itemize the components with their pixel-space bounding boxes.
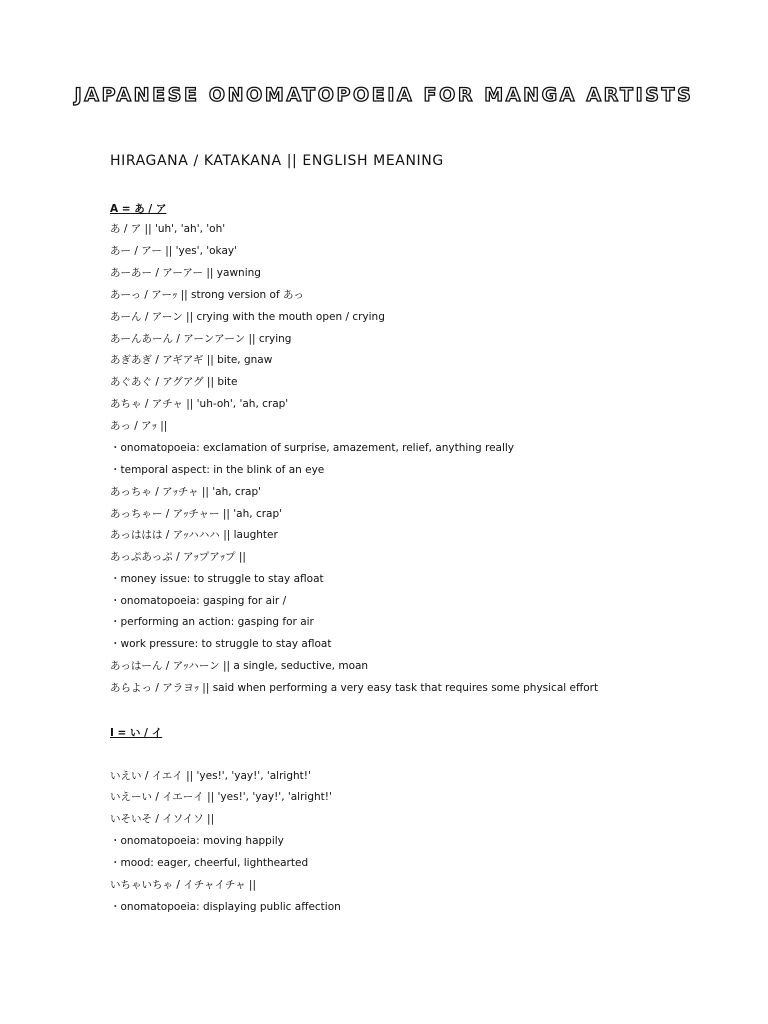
bullet-line: ・onomatopoeia: displaying public affection bbox=[110, 901, 341, 913]
bullet-line: ・mood: eager, cheerful, lighthearted bbox=[110, 857, 309, 869]
entry-line: あーん / アーン || crying with the mouth open / crying bbox=[110, 311, 385, 323]
entry-line: あっ / アｯ || bbox=[110, 420, 168, 432]
entry-line: あー / アー || 'yes', 'okay' bbox=[110, 245, 237, 257]
entry-line: いえーい / イエーイ || 'yes!', 'yay!', 'alright!' bbox=[110, 791, 332, 803]
entry-line: あーっ / アーｯ || strong version of あっ bbox=[110, 289, 304, 301]
entry-line: あぐあぐ / アグアグ || bite bbox=[110, 376, 238, 388]
entry-line: あ / ア || 'uh', 'ah', 'oh' bbox=[110, 223, 226, 235]
bullet-line: ・money issue: to struggle to stay afloat bbox=[110, 573, 324, 585]
entry-line: あっははは / アｯハハハ || laughter bbox=[110, 529, 278, 541]
bullet-line: ・work pressure: to struggle to stay afloat bbox=[110, 638, 332, 650]
entry-line: あっぷあっぷ / アｯプアｯプ || bbox=[110, 551, 246, 563]
entry-line: いえい / イエイ || 'yes!', 'yay!', 'alright!' bbox=[110, 770, 311, 782]
bullet-line: ・temporal aspect: in the blink of an eye bbox=[110, 464, 325, 476]
section-label-i: I = い / イ bbox=[110, 727, 163, 739]
entry-line: あっちゃー / アｯチャー || 'ah, crap' bbox=[110, 508, 283, 520]
entry-line: あっはーん / アｯハーン || a single, seductive, moan bbox=[110, 660, 369, 672]
entry-line: いちゃいちゃ / イチャイチャ || bbox=[110, 879, 256, 891]
section-label-a: A = あ / ア bbox=[110, 203, 167, 215]
document-title: JAPANESE ONOMATOPOEIA FOR MANGA ARTISTS bbox=[74, 84, 694, 106]
bullet-line: ・onomatopoeia: exclamation of surprise, amazement, relief, anything really bbox=[110, 442, 515, 454]
entry-line: いそいそ / イソイソ || bbox=[110, 813, 215, 825]
bullet-line: ・performing an action: gasping for air bbox=[110, 616, 314, 628]
entry-line: あーあー / アーアー || yawning bbox=[110, 267, 261, 279]
bullet-line: ・onomatopoeia: gasping for air / bbox=[110, 595, 287, 607]
entry-line: あっちゃ / アｯチャ || 'ah, crap' bbox=[110, 486, 262, 498]
bullet-line: ・onomatopoeia: moving happily bbox=[110, 835, 284, 847]
entry-line: あちゃ / アチャ || 'uh-oh', 'ah, crap' bbox=[110, 398, 289, 410]
entry-line: あぎあぎ / アギアギ || bite, gnaw bbox=[110, 354, 273, 366]
column-heading: HIRAGANA / KATAKANA || ENGLISH MEANING bbox=[110, 153, 444, 169]
entry-line: あらよっ / アラヨｯ || said when performing a very easy task that requires some physical effort bbox=[110, 682, 599, 694]
entry-line: あーんあーん / アーンアーン || crying bbox=[110, 333, 292, 345]
